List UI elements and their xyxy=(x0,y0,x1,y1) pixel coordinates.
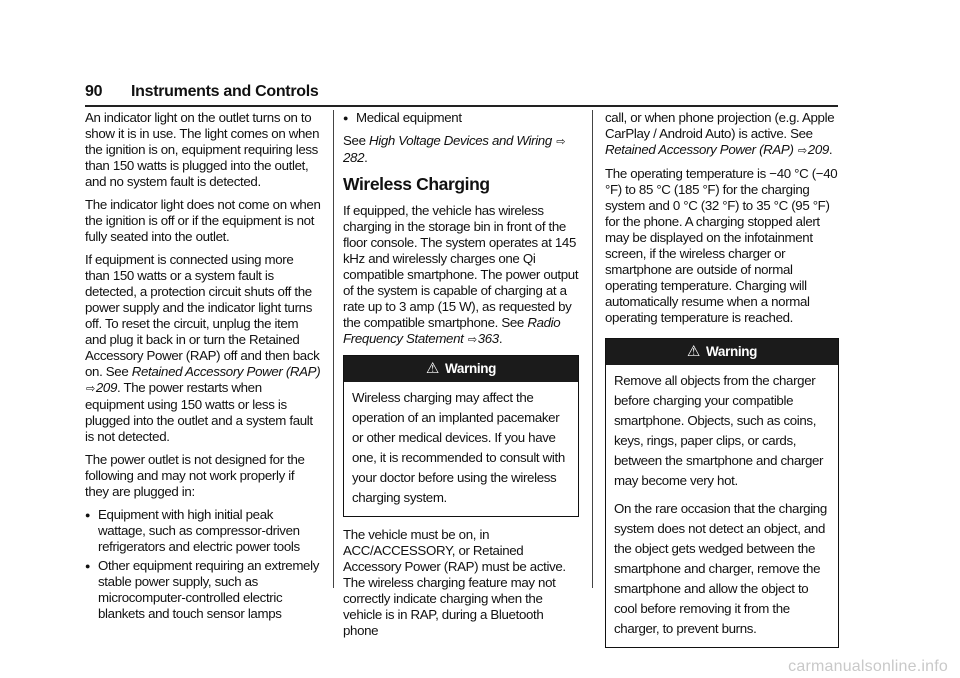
paragraph-text: . The power restarts when equipment using 150 watts or less is plugged into the outlet and a system fault is not detected. xyxy=(85,380,313,444)
page-reference[interactable]: 282 xyxy=(343,150,365,165)
warning-box xyxy=(605,338,839,648)
paragraph: The vehicle must be on, in ACC/ACCESSORY, or Retained Accessory Power (RAP) must be active. The wireless charging feature may not correctly indicate charging when the vehicle is in RAP, during a Bluetooth phone xyxy=(343,527,566,638)
bullet-list xyxy=(85,507,321,622)
paragraph-text: call, or when phone projection (e.g. Apple CarPlay / Android Auto) is active. See xyxy=(605,110,835,141)
page-reference-icon: ⇨ xyxy=(556,136,566,148)
page-reference-icon: ⇨ xyxy=(86,383,95,395)
page-reference-icon: ⇨ xyxy=(467,334,477,346)
warning-triangle-icon: ⚠ xyxy=(686,343,701,360)
section-title: Instruments and Controls xyxy=(131,83,319,100)
warning-text: Remove all objects from the charger before charging your compatible smartphone. Objects, such as coins, keys, rings, paper clips, or cards, between the smartphone and charger may become very hot. xyxy=(614,373,824,488)
cross-reference-link[interactable]: Retained Accessory Power (RAP) xyxy=(605,142,794,157)
cross-reference-link[interactable]: Retained Accessory Power (RAP) xyxy=(131,364,321,379)
paragraph-text: If equipped, the vehicle has wireless charging in the storage bin in front of the floor console. The system operates at 145 kHz and wirelessly charges one Qi compatible smartphone. The power output of the system is capable of charging at a rate up to 3 amp (15 W), as requested by the compatible smartphone. See xyxy=(343,203,579,330)
column-3 xyxy=(605,110,839,658)
page-reference-icon: ⇨ xyxy=(797,145,807,157)
list-item: ● Equipment with high initial peak wattage, such as compressor-driven refrigerators and electric power tools xyxy=(85,507,321,555)
page-reference[interactable]: 363 xyxy=(477,331,499,346)
page-header xyxy=(85,83,838,105)
warning-box xyxy=(343,355,579,517)
list-item: ● Medical equipment xyxy=(343,110,579,126)
page-reference[interactable]: 209 xyxy=(807,142,829,157)
paragraph: An indicator light on the outlet turns on to show it is in use. The light comes on when the ignition is on, equipment requiring less than 150 watts is plugged into the outlet, and no system fault is detected. xyxy=(85,110,320,189)
paragraph: If equipped, the vehicle has wireless charging in the storage bin in front of the floor console. The system operates at 145 kHz and wirelessly charges one Qi compatible smartphone. The power output of the system is capable of charging at a rate up to 3 amp (15 W), as requested by the compatible smartphone. See Radio Frequency Statement ⇨363. xyxy=(343,203,579,346)
column-1 xyxy=(85,110,321,629)
warning-header xyxy=(344,356,578,382)
page-number: 90 xyxy=(85,83,103,100)
paragraph-text: See xyxy=(343,133,366,148)
paragraph: The operating temperature is −40 °C (−40 °F) to 85 °C (185 °F) for the charging system and 0 °C (32 °F) to 35 °C (95 °F) for the phone. A charging stopped alert may be displayed on the infotainment screen, if the wireless charger or smartphone are outside of normal operating temperature. Charging will automatically resume when a normal operating temperature is reached. xyxy=(605,166,838,325)
paragraph: The power outlet is not designed for the following and may not work properly if they are plugged in: xyxy=(85,452,305,499)
warning-title: Warning xyxy=(445,361,497,376)
warning-triangle-icon: ⚠ xyxy=(425,360,440,377)
cross-reference-link[interactable]: Radio Frequency Statement xyxy=(343,315,561,346)
cross-reference-link[interactable]: High Voltage Devices and Wiring xyxy=(368,133,552,148)
warning-body xyxy=(606,365,838,647)
section-heading: Wireless Charging xyxy=(343,174,490,194)
paragraph-text: If equipment is connected using more than 150 watts or a system fault is detected, a protection circuit shuts off the power supply and the indicator light turns off. To reset the circuit, unplug the item and plug it back in or turn the Retained Accessory Power (RAP) off and then back on. See xyxy=(85,252,320,379)
paragraph: call, or when phone projection (e.g. Apple CarPlay / Android Auto) is active. See Retained Accessory Power (RAP) ⇨209. xyxy=(605,110,835,157)
page-reference[interactable]: 209 xyxy=(95,380,118,395)
column-2 xyxy=(343,110,579,646)
warning-body xyxy=(344,382,578,516)
paragraph: See High Voltage Devices and Wiring ⇨282. xyxy=(343,133,566,165)
watermark: carmanualsonline.info xyxy=(788,658,948,675)
column-divider xyxy=(592,110,593,588)
column-divider xyxy=(333,110,334,588)
warning-text: Wireless charging may affect the operation of an implanted pacemaker or other medical devices. If you have one, it is recommended to consult with your doctor before using the wireless charging system. xyxy=(352,390,565,505)
warning-title: Warning xyxy=(706,344,758,359)
list-item: ● Other equipment requiring an extremely stable power supply, such as microcomputer-controlled electric blankets and touch sensor lamps xyxy=(85,558,321,622)
paragraph: The indicator light does not come on when the ignition is off or if the equipment is not fully seated into the outlet. xyxy=(85,197,321,244)
warning-header xyxy=(606,339,838,365)
header-rule xyxy=(85,105,838,107)
warning-text: On the rare occasion that the charging system does not detect an object, and the object gets wedged between the smartphone and charger, remove the smartphone and allow the object to cool before removing it from the charger, to prevent burns. xyxy=(614,501,827,636)
bullet-list xyxy=(343,110,579,126)
paragraph xyxy=(85,252,321,445)
